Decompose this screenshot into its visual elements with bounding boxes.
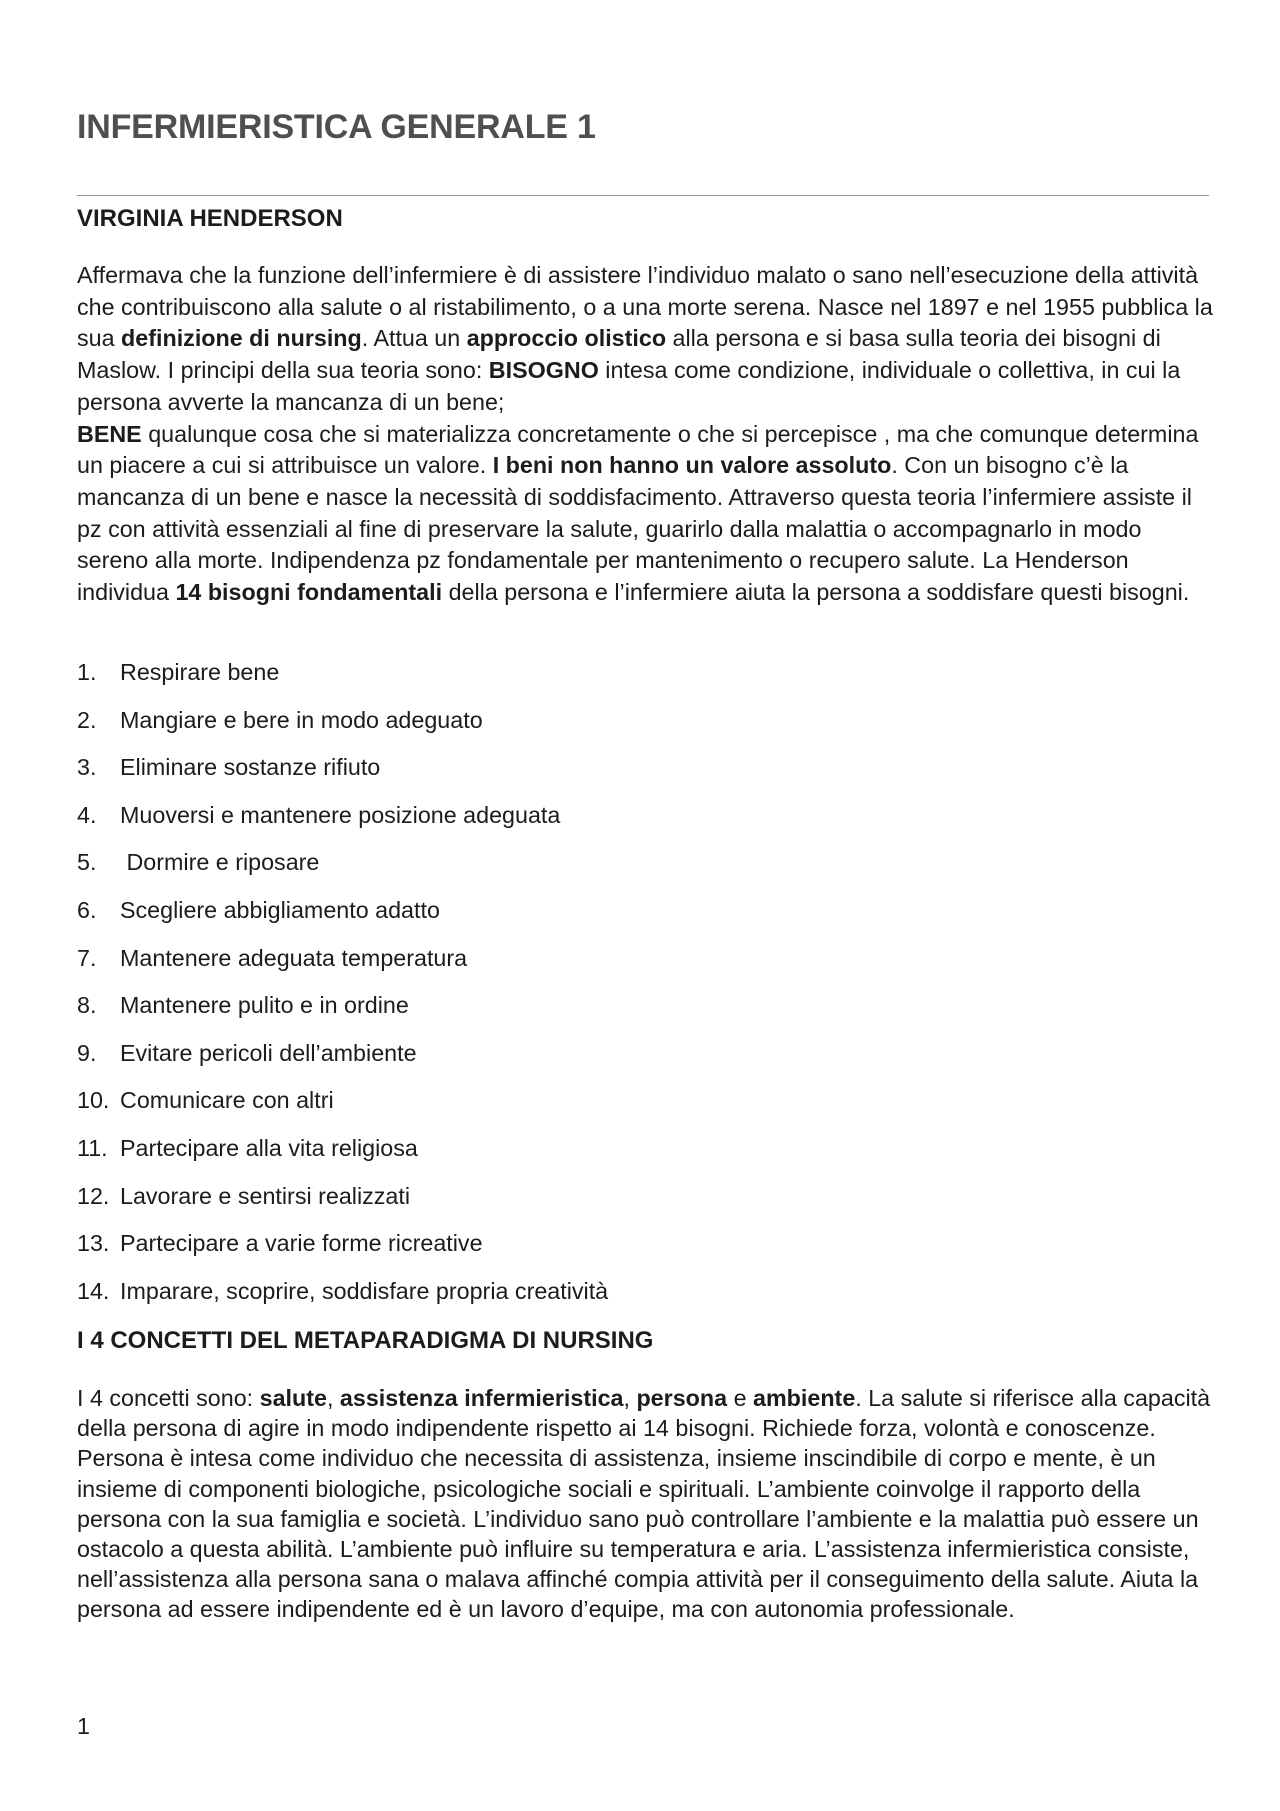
list-item: 3. Eliminare sostanze rifiuto	[77, 754, 381, 781]
list-item: 4. Muoversi e mantenere posizione adeguata	[77, 801, 561, 828]
list-item: 14. Imparare, scoprire, soddisfare propria creatività	[77, 1277, 609, 1304]
list-item: 10. Comunicare con altri	[77, 1087, 334, 1114]
document-title: INFERMIERISTICA GENERALE 1	[77, 108, 596, 146]
henderson-paragraph: Affermava che la funzione dell’infermiere è di assistere l’individuo malato o sano nell’esecuzione della attività che contribuiscono alla salute o al ristabilimento, o a una morte serena. Nasce nel 1897 e nel 1955 pubblica la sua definizione di nursing. Attua un approccio olistico alla persona e si basa sulla teoria dei bisogni di Maslow. I principi della sua teoria sono: BISOGNO intesa come condizione, individuale o collettiva, in cui la persona avverte la mancanza di un bene; BENE qualunque cosa che si materializza concretamente o che si percepisce , ma che comunque determina un piacere a cui si attribuisce un valore. I beni non hanno un valore assoluto. Con un bisogno c’è la mancanza di un bene e nasce la necessità di soddisfacimento. Attraverso questa teoria l’infermiere assiste il pz con attività essenziali al fine di preservare la salute, guarirlo dalla malattia o accompagnarlo in modo sereno alla morte. Indipendenza pz fondamentale per mantenimento o recupero salute. La Henderson individua 14 bisogni fondamentali della persona e l’infermiere aiuta la persona a soddisfare questi bisogni.	[77, 262, 1213, 606]
list-item: 6. Scegliere abbigliamento adatto	[77, 896, 440, 923]
list-item: 5. Dormire e riposare	[77, 849, 320, 876]
list-item: 12. Lavorare e sentirsi realizzati	[77, 1182, 411, 1209]
fundamental-needs-list	[77, 657, 608, 1323]
list-item: 11. Partecipare alla vita religiosa	[77, 1134, 418, 1161]
page-number: 1	[77, 1713, 90, 1739]
list-item: 2. Mangiare e bere in modo adeguato	[77, 706, 483, 733]
title-divider	[77, 195, 1209, 196]
list-item: 7. Mantenere adeguata temperatura	[77, 944, 468, 971]
section-heading-metaparadigm: I 4 CONCETTI DEL METAPARADIGMA DI NURSING	[77, 1327, 654, 1354]
metaparadigm-paragraph: I 4 concetti sono: salute, assistenza infermieristica, persona e ambiente. La salute si riferisce alla capacità della persona di agire in modo indipendente rispetto ai 14 bisogni. Richiede forza, volontà e conoscenze. Persona è intesa come individuo che necessita di assistenza, insieme inscindibile di corpo e mente, è un insieme di componenti biologiche, psicologiche sociali e spirituali. L’ambiente coinvolge il rapporto della persona con la sua famiglia e società. L’individuo sano può controllare l’ambiente e la malattia può essere un ostacolo a questa abilità. L’ambiente può influire su temperatura e aria. L’assistenza infermieristica consiste, nell’assistenza alla persona sana o malava affinché compia attività per il conseguimento della salute. Aiuta la persona ad essere indipendente ed è un lavoro d’equipe, ma con autonomia professionale.	[77, 1385, 1211, 1623]
list-item: 1. Respirare bene	[77, 659, 280, 685]
list-item: 13. Partecipare a varie forme ricreative	[77, 1230, 483, 1257]
section-heading-henderson: VIRGINIA HENDERSON	[77, 205, 343, 232]
list-item: 8. Mantenere pulito e in ordine	[77, 992, 409, 1019]
list-item: 9. Evitare pericoli dell’ambiente	[77, 1039, 417, 1066]
